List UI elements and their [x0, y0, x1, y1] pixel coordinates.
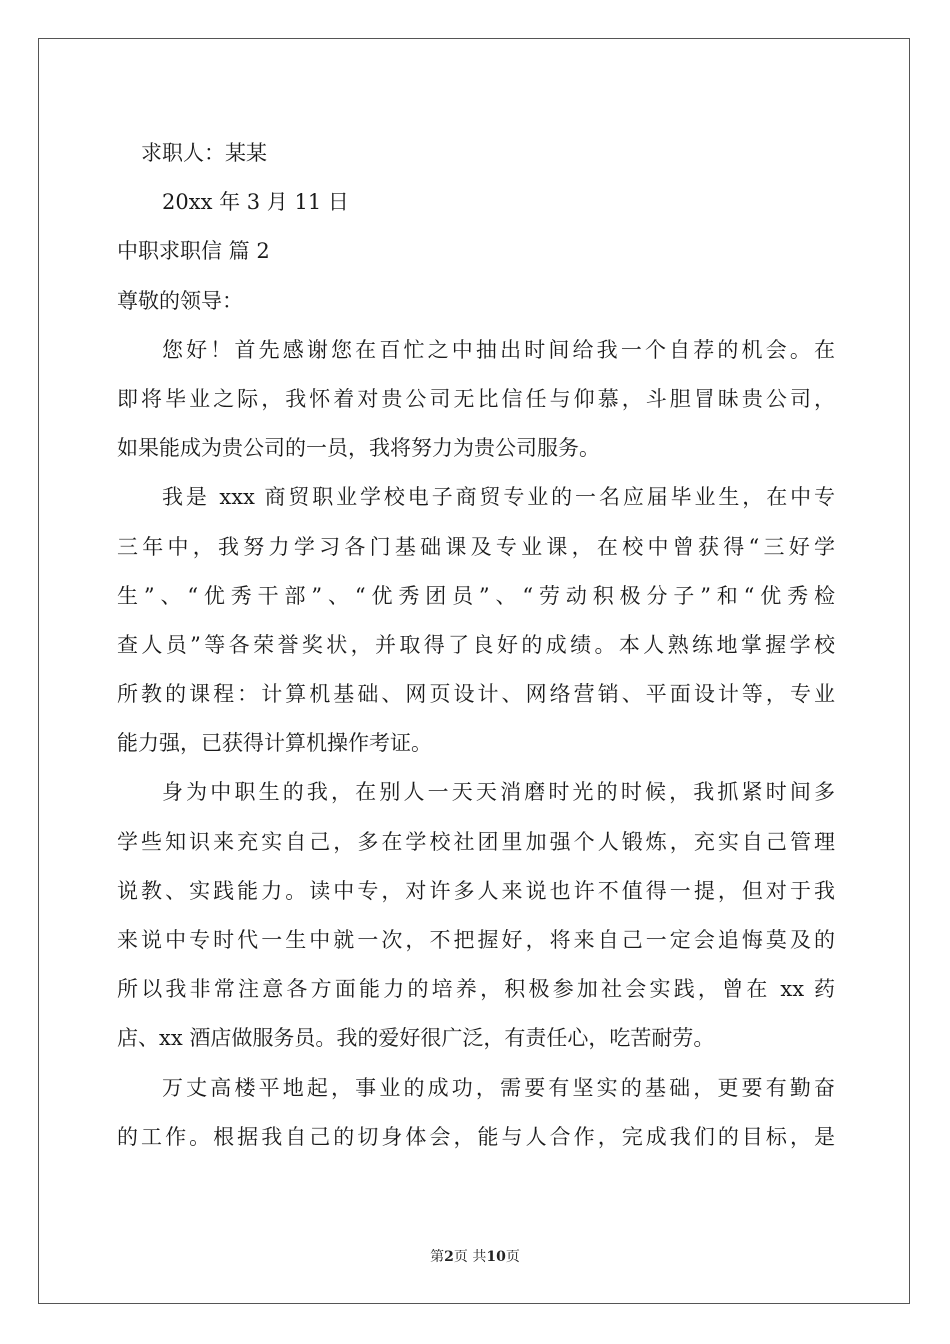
paragraph-4 [117, 1064, 835, 1162]
paragraph-line: 查人员”等各荣誉奖状，并取得了良好的成绩。本人熟练地掌握学校 [117, 632, 835, 657]
paragraph-line: 的工作。根据我自己的切身体会，能与人合作，完成我们的目标，是 [117, 1124, 835, 1149]
document-body [117, 129, 835, 1162]
paragraph-line: 所教的课程：计算机基础、网页设计、网络营销、平面设计等，专业 [117, 682, 835, 707]
paragraph-line: 即将毕业之际，我怀着对贵公司无比信任与仰慕，斗胆冒昧贵公司， [117, 386, 835, 411]
paragraph-2 [117, 473, 835, 768]
paragraph-line: 学些知识来充实自己，多在学校社团里加强个人锻炼，充实自己管理 [117, 829, 835, 854]
signature-line: 求职人：某某 [141, 141, 267, 165]
paragraph-line: 店、xx 酒店做服务员。我的爱好很广泛，有责任心，吃苦耐劳。 [117, 1026, 715, 1051]
footer-page-suffix: 页 [505, 1249, 520, 1265]
paragraph-line: 身为中职生的我，在别人一天天消磨时光的时候，我抓紧时间多 [162, 780, 835, 805]
footer-page-prefix: 第 [430, 1249, 445, 1265]
document-heading: 中职求职信 篇 2 [117, 239, 270, 264]
paragraph-line: 所以我非常注意各方面能力的培养，积极参加社会实践，曾在 xx 药 [117, 977, 835, 1002]
salutation: 尊敬的领导： [117, 288, 243, 313]
footer-page-current: 2 [444, 1249, 454, 1265]
paragraph-1 [117, 326, 835, 474]
paragraph-line: 我是 xxx 商贸职业学校电子商贸专业的一名应届毕业生，在中专 [162, 485, 835, 510]
footer-page-mid: 页 共 [453, 1249, 487, 1265]
paragraph-3 [117, 768, 835, 1063]
paragraph-line: 您好！首先感谢您在百忙之中抽出时间给我一个自荐的机会。在 [162, 337, 835, 362]
paragraph-line: 如果能成为贵公司的一员，我将努力为贵公司服务。 [117, 436, 600, 461]
paragraph-line: 能力强，已获得计算机操作考证。 [117, 731, 432, 756]
paragraph-line: 万丈高楼平地起，事业的成功，需要有坚实的基础，更要有勤奋 [162, 1075, 835, 1100]
paragraph-line: 来说中专时代一生中就一次，不把握好，将来自己一定会追悔莫及的 [117, 928, 835, 952]
paragraph-line: 生”、“优秀干部”、“优秀团员”、“劳动积极分子”和“优秀检 [117, 583, 835, 608]
footer-page-total: 10 [486, 1249, 506, 1265]
date-line: 20xx 年 3 月 11 日 [162, 190, 349, 215]
page-footer [0, 1246, 950, 1266]
paragraph-line: 说教、实践能力。读中专，对许多人来说也许不值得一提，但对于我 [117, 878, 835, 903]
paragraph-line: 三年中，我努力学习各门基础课及专业课，在校中曾获得“三好学 [117, 534, 835, 559]
